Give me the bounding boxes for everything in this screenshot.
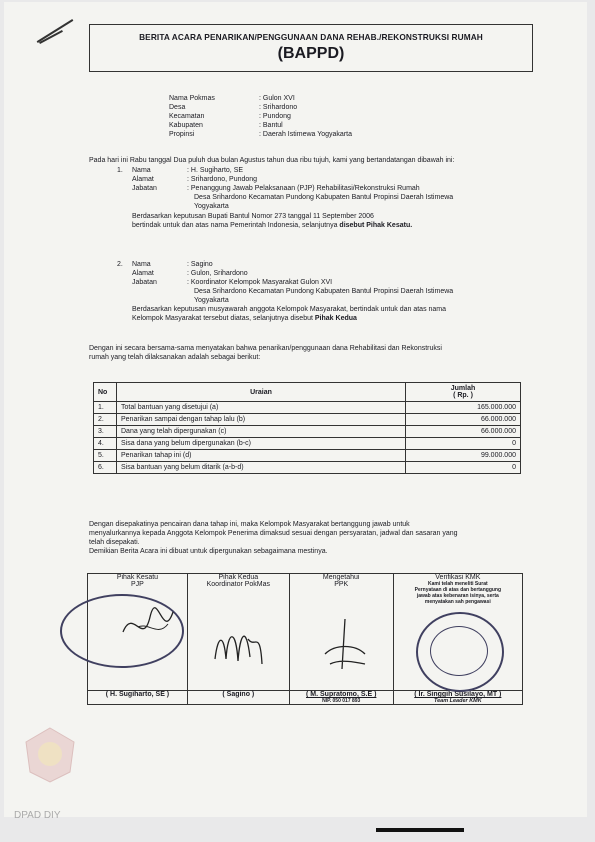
closing-text: menyalurkannya kepada Anggota Kelompok Penerima dimaksud sesuai dengan persyaratan, jadwal dan sasaran yang	[89, 530, 458, 537]
signature-scribble	[320, 614, 370, 674]
closing-text: Demikian Berita Acara ini dibuat untuk dipergunakan sebagaimana mestinya.	[89, 548, 328, 555]
signatory-nip: NIP. 050 017 893	[322, 698, 361, 704]
column-header-uraian: Uraian	[117, 383, 406, 402]
title-box	[89, 24, 533, 72]
party1-name: : H. Sugiharto, SE	[187, 167, 244, 174]
party2-basis-cont: Kelompok Masyarakat tersebut diatas, selanjutnya disebut Pihak Kedua	[132, 315, 357, 322]
signatory-name: ( Sagino )	[187, 691, 289, 705]
party1-address-label: Alamat	[132, 176, 154, 183]
signature-scribble	[118, 602, 178, 652]
statement-text: Dengan ini secara bersama-sama menyatakan bahwa penarikan/penggunaan dana Rehabilitasi dan Rekonstruksi	[89, 345, 442, 352]
party2-name: : Sagino	[187, 261, 213, 268]
signature-block-pjp: Pihak Kesatu PJP	[88, 574, 188, 691]
party2-address-label: Alamat	[132, 270, 154, 277]
closing-text: Dengan disepakatinya pencairan dana tahap ini, maka Kelompok Masyarakat bertanggung jawab untuk	[89, 521, 410, 528]
document-sheet: BERITA ACARA PENARIKAN/PENGGUNAAN DANA REHAB./REKONSTRUKSI RUMAH (BAPPD) Nama Pokmas : Gulon XVI Desa : Srihardono Kecamatan : Pundong Kabupaten : Bantul Propinsi : Daerah Istimewa Yogyakarta Pada hari ini Rabu tanggal Dua puluh dua bulan Agustus tahun dua ribu tujuh, kami yang bertandatangan dibawah ini: 1. Nama : H. Sugiharto, SE Alamat : Srihardono, Pundong Jabatan : Penanggung Jawab Pelaksanaan (PJP) Rehabilitasi/Rekonstruksi Rumah Desa Srihardono Kecamatan Pundong Kabupaten Bantul Propinsi Daerah Istimewa Yogyakarta Berdasarkan keputusan Bupati Bantul Nomor 273 tanggal 11 September 2006 bertindak untuk dan atas nama Pemerintah Indonesia, selanjutnya disebut Pihak Kesatu. 2. Nama : Sagino Alamat : Gulon, Srihardono Jabatan : Koordinator Kelompok Masyarakat Gulon XVI Desa Srihardono Kecamatan Pundong Kabupaten Bantul Propinsi Daerah Istimewa Yogyakarta Berdasarkan keputusan musyawarah anggota Kelompok Masyarakat, bertindak untuk dan atas nama Kelompok Masyarakat tersebut diatas, selanjutnya disebut Pihak Kedua Dengan ini secara bersama-sama menyatakan bahwa penarikan/penggunaan dana Rehabilitasi dan Rekonstruksi rumah yang telah dilaksanakan adalah sebagai berikut: No Uraian Jumlah ( Rp. ) 1. Total bantuan yang disetujui (a) 165.000.000 2. Penarikan sampai dengan tahap lalu (b) 66.000.000 3. Dana yang telah dipergunakan (c) 66.000.000 4. Sisa dana yang belum dipergunakan (b-c) 0 5. Penarikan tahap ini (d) 99.000.000 6. Sisa bantuan yang belum ditarik (a-b-d) 0 Dengan disepakatinya pencairan dana tahap ini, maka Kelompok Masyarakat bertanggung jawab untuk menyalurkannya kepada Anggota Kelompok Penerima dimaksud sesuai dengan persyaratan, jadwal dan sasaran yang telah disepakati. Demikian Berita Acara ini dibuat untuk dipergunakan sebagaimana mestinya. Pihak Kesatu PJP Pihak Kedua Koordinator PokMas Mengetahui PPK Verifikasi KMK Kami telah meneliti Surat Pernyataan di atas dan bertanggung jawab atas kebenaran isinya, serta menyatakan sah pengawasi ( H. Sugiharto, SE ) ( Sagino ) ( M. Supratomo, S.E ) NIP. 050 017 893 ( Ir. Singgih Susilayo, MT ) Team Leader KMK	[4, 2, 587, 817]
party2-position: : Koordinator Kelompok Masyarakat Gulon XVI	[187, 279, 333, 286]
intro-text: Pada hari ini Rabu tanggal Dua puluh dua bulan Agustus tahun dua ribu tujuh, kami yang bertandatangan dibawah ini:	[89, 157, 455, 164]
party1-position-label: Jabatan	[132, 185, 157, 192]
statement-text: rumah yang telah dilaksanakan adalah sebagai berikut:	[89, 354, 261, 361]
signature-block-pokmas: Pihak Kedua Koordinator PokMas	[187, 574, 289, 691]
column-header-no: No	[94, 383, 117, 402]
party1-name-label: Nama	[132, 167, 151, 174]
column-header-jumlah: Jumlah ( Rp. )	[406, 383, 521, 402]
party1-address: : Srihardono, Pundong	[187, 176, 258, 183]
party1-number: 1.	[117, 167, 123, 174]
signatory-name: ( Ir. Singgih Susilayo, MT ) Team Leader KMK	[393, 691, 522, 705]
party1-basis: Berdasarkan keputusan Bupati Bantul Nomor 273 tanggal 11 September 2006	[132, 213, 374, 220]
black-bar	[376, 828, 464, 832]
table-row: 1. Total bantuan yang disetujui (a) 165.000.000	[94, 402, 521, 414]
table-row: 4. Sisa dana yang belum dipergunakan (b-c) 0	[94, 438, 521, 450]
signatory-title: Team Leader KMK	[433, 698, 482, 704]
party1-position-cont: Desa Srihardono Kecamatan Pundong Kabupaten Bantul Propinsi Daerah Istimewa	[194, 194, 454, 201]
table-row: 2. Penarikan sampai dengan tahap lalu (b) 66.000.000	[94, 414, 521, 426]
fund-table	[93, 382, 521, 474]
signatory-name: ( M. Supratomo, S.E ) NIP. 050 017 893	[289, 691, 393, 705]
signature-block-kmk: Verifikasi KMK Kami telah meneliti Surat Pernyataan di atas dan bertanggung jawab atas kebenaran isinya, serta menyatakan sah pengawasi	[393, 574, 522, 691]
kmk-stamp-inner	[430, 626, 488, 676]
emblem-seal-icon	[22, 726, 78, 784]
document-abbreviation: (BAPPD)	[277, 45, 345, 62]
party2-position-cont: Desa Srihardono Kecamatan Pundong Kabupaten Bantul Propinsi Daerah Istimewa	[194, 288, 454, 295]
document-title: BERITA ACARA PENARIKAN/PENGGUNAAN DANA REHAB./REKONSTRUKSI RUMAH	[139, 32, 483, 42]
party1-basis-cont: bertindak untuk dan atas nama Pemerintah Indonesia, selanjutnya disebut Pihak Kesatu.	[132, 222, 413, 229]
table-row: 3. Dana yang telah dipergunakan (c) 66.000.000	[94, 426, 521, 438]
party2-position-cont: Yogyakarta	[194, 297, 229, 304]
party1-position-cont: Yogyakarta	[194, 203, 229, 210]
table-row: 5. Penarikan tahap ini (d) 99.000.000	[94, 450, 521, 462]
table-header-row	[94, 383, 521, 402]
party2-number: 2.	[117, 261, 123, 268]
signature-table	[87, 573, 523, 705]
signature-block-ppk: Mengetahui PPK	[289, 574, 393, 691]
party1-position: : Penanggung Jawab Pelaksanaan (PJP) Rehabilitasi/Rekonstruksi Rumah	[187, 185, 420, 192]
party2-basis: Berdasarkan keputusan musyawarah anggota Kelompok Masyarakat, bertindak untuk dan atas nama	[132, 306, 447, 313]
table-row: 6. Sisa bantuan yang belum ditarik (a-b-d) 0	[94, 462, 521, 474]
watermark: DPAD DIY	[14, 810, 61, 821]
party2-designation: Pihak Kedua	[314, 315, 357, 322]
party2-address: : Gulon, Srihardono	[187, 270, 248, 277]
party1-designation: disebut Pihak Kesatu.	[339, 222, 413, 229]
signature-scribble	[210, 619, 270, 674]
closing-text: telah disepakati.	[89, 539, 140, 546]
signatory-name: ( H. Sugiharto, SE )	[88, 691, 188, 705]
party2-position-label: Jabatan	[132, 279, 157, 286]
party2-name-label: Nama	[132, 261, 151, 268]
